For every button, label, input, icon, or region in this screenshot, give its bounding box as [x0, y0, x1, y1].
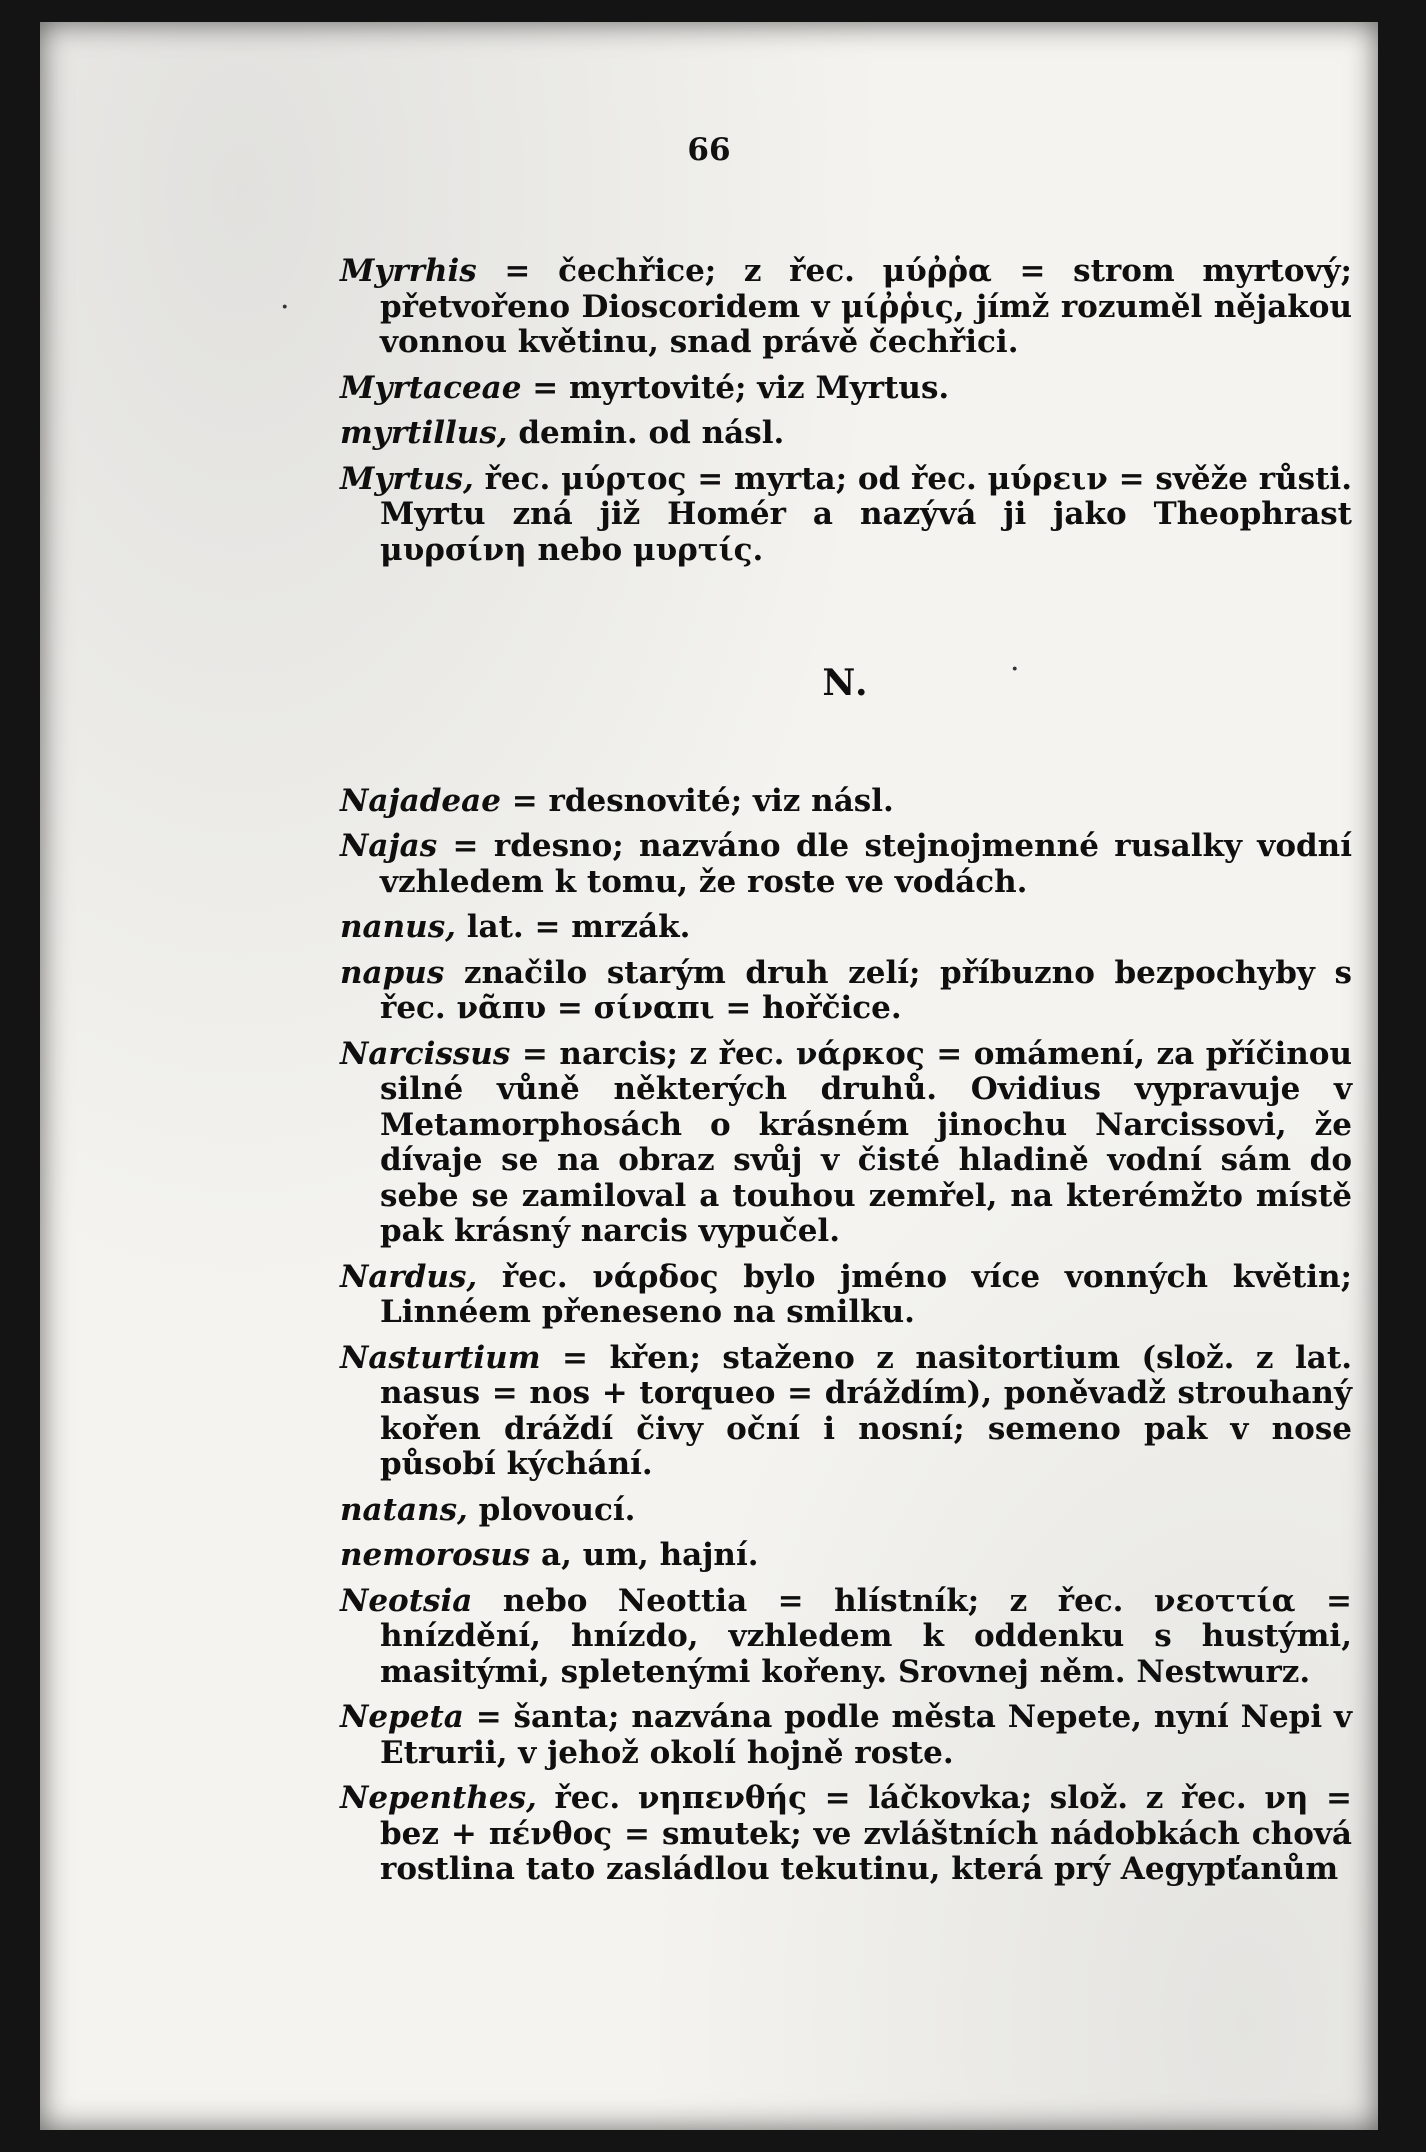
glossary-entry — [340, 1700, 1352, 1771]
entry-term: Nasturtium — [340, 1339, 541, 1376]
entry-term: Myrrhis — [340, 253, 477, 289]
glossary-entry — [340, 784, 1352, 820]
entry-text: = rdesno; nazváno dle stejnojmenné rusalky vodní vzhledem k tomu, že roste ve vodách. — [380, 828, 1352, 900]
entry-text: = křen; staženo z nasitortium (slož. z lat. nasus = nos + torqueo = dráždím), poněvadž strouhaný kořen dráždí čivy oční i nosní; semeno pak v nose působí kýchání. — [380, 1339, 1352, 1482]
entry-text: lat. = mrzák. — [455, 909, 691, 945]
entry-text: řec. μύρτος = myrta; od řec. μύρειν = svěže růsti. Myrtu zná již Homér a nazývá ji jako Theophrast μυρσίνη nebo μυρτίς. — [380, 460, 1352, 568]
entry-text: = šanta; nazvána podle města Nepete, nyní Nepi v Etrurii, v jehož okolí hojně roste. — [380, 1699, 1352, 1771]
entry-term: nanus, — [340, 909, 456, 945]
entry-term: Nepenthes, — [340, 1780, 537, 1816]
entry-text: a, um, hajní. — [530, 1537, 759, 1573]
speck-mark: · — [280, 290, 290, 325]
entry-text: = rdesnovité; viz násl. — [500, 782, 894, 819]
glossary-entry — [340, 462, 1352, 569]
book-page — [40, 22, 1378, 2130]
entry-text: nebo Neottia = hlístník; z řec. νεοττία = hnízdění, hnízdo, vzhledem k oddenku s hustými, masitými, spletenými kořeny. Srovnej něm. Nestwurz. — [380, 1582, 1352, 1690]
entry-term: Neotsia — [340, 1582, 473, 1619]
speck-mark: · — [1010, 652, 1020, 687]
entry-term: Najas — [340, 828, 438, 864]
glossary-entry — [340, 1584, 1352, 1691]
entry-term: Myrtus, — [340, 460, 474, 497]
entry-term: Myrtaceae — [340, 369, 522, 406]
entry-term: Najadeae — [340, 782, 501, 819]
glossary-entry — [340, 956, 1352, 1027]
glossary-entry — [340, 1493, 1352, 1529]
glossary-entry — [340, 1260, 1352, 1331]
glossary-entry — [340, 910, 1352, 946]
glossary-entry — [340, 1341, 1352, 1483]
entry-term: natans, — [340, 1491, 468, 1528]
glossary-entry — [340, 1781, 1352, 1888]
entry-term: Narcissus — [340, 1035, 511, 1072]
glossary-entry — [340, 416, 1352, 452]
page-number: 66 — [687, 132, 731, 168]
entry-text: demin. od násl. — [507, 415, 785, 451]
entry-text: = narcis; z řec. νάρκος = omámení, za příčinou silné vůně některých druhů. Ovidius vypravuje v Metamorphosách o krásném jinochu Narcissovi, že dívaje se na obraz svůj v čisté hladině vodní sám do sebe se zamiloval a touhou zemřel, na kterémžto místě pak krásný narcis vypučel. — [380, 1035, 1352, 1249]
entry-term: Nepeta — [340, 1699, 464, 1735]
glossary-entry — [340, 829, 1352, 900]
entry-term: napus — [340, 954, 445, 991]
entry-term: nemorosus — [340, 1537, 531, 1573]
entry-text: = myrtovité; viz Myrtus. — [521, 369, 950, 406]
glossary-entry — [340, 254, 1352, 361]
entry-term: Nardus, — [340, 1258, 478, 1295]
glossary-entry — [340, 1538, 1352, 1574]
entry-term: myrtillus, — [340, 415, 508, 451]
entry-text: = čechřice; z řec. μύῤῥα = strom myrtový; přetvořeno Dioscoridem v μίῤῥις, jímž rozuměl nějakou vonnou květinu, snad právě čechřici. — [380, 253, 1352, 360]
section-heading: N. — [822, 662, 870, 704]
entry-text: značilo starým druh zelí; příbuzno bezpochyby s řec. νᾶπυ = σίναπι = hořčice. — [380, 954, 1352, 1026]
entry-text: řec. νάρδος bylo jméno více vonných květin; Linnéem přeneseno na smilku. — [380, 1258, 1352, 1330]
glossary-entry — [340, 1037, 1352, 1250]
entry-text: řec. νηπενθής = láčkovka; slož. z řec. νη = bez + πένθος = smutek; ve zvláštních nádobkách chová rostlina tato zasládlou tekutinu, která prý Aegypťanům — [380, 1780, 1352, 1887]
entry-text: plovoucí. — [467, 1491, 636, 1528]
glossary-entries — [340, 254, 1352, 1898]
glossary-entry — [340, 371, 1352, 407]
